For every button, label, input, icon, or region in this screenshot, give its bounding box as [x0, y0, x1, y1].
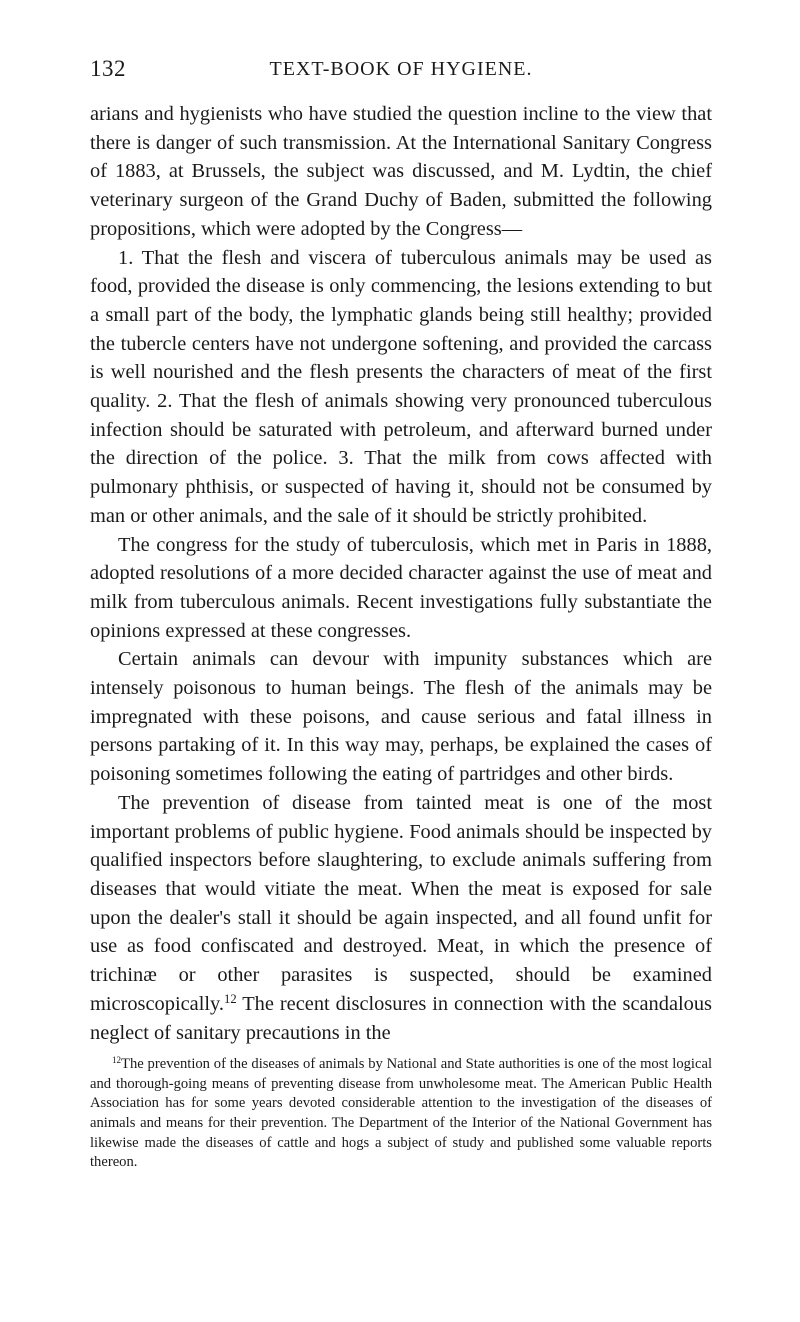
page-number: 132 [90, 56, 126, 81]
book-page [90, 52, 712, 1173]
body-text [90, 100, 712, 1047]
footnote-text: The prevention of the diseases of animals by National and State authorities is one of the most logical and thorough-going means of preventing disease from unwholesome meat. The American Public Health Association has for some years devoted considerable attention to the investigation of the diseases of animals and means for their prevention. The Department of the Interior of the National Government has likewise made the diseases of cattle and hogs a subject of study and published some valuable reports thereon. [90, 1056, 712, 1171]
paragraph-continuation: arians and hygienists who have studied the question incline to the view that there is danger of such transmission. At the International Sanitary Congress of 1883, at Brussels, the subject was discussed, and M. Lydtin, the chief veterinary surgeon of the Grand Duchy of Baden, submitted the following propositions, which were adopted by the Congress— [90, 103, 712, 240]
paragraph-prevention-text-continued: The recent disclosures in connection with the scandalous neglect of sanitary precautions in the [90, 992, 712, 1044]
running-head [90, 52, 712, 86]
footnote-marker: 12 [112, 1055, 122, 1066]
paragraph-paris-congress: The congress for the study of tuberculosis, which met in Paris in 1888, adopted resolutions of a more decided character against the use of meat and milk from tuberculous animals. Recent investigations fully substantiate the opinions expressed at these congresses. [90, 533, 712, 642]
footnote [90, 1055, 712, 1173]
paragraph-poisonous-flesh: Certain animals can devour with impunity substances which are intensely poisonous to human beings. The flesh of the animals may be impregnated with these poisons, and cause serious and fatal illness in persons partaking of it. In this way may, perhaps, be explained the cases of poisoning sometimes following the eating of partridges and other birds. [90, 648, 712, 786]
footnote-reference: 12 [224, 991, 237, 1006]
paragraph-prevention-text: The prevention of disease from tainted meat is one of the most important problems of public hygiene. Food animals should be inspected by qualified inspectors before slaughtering, to exclude animals suffering from diseases that would vitiate the meat. When the meat is exposed for sale upon the dealer's stall it should be again inspected, and all found unfit for use as food confiscated and destroyed. Meat, in which the presence of trichinæ or other parasites is suspected, should be examined microscopically. [90, 791, 712, 1015]
paragraph-prevention [90, 789, 712, 1047]
running-title: TEXT-BOOK OF HYGIENE. [269, 58, 533, 80]
paragraph-propositions: 1. That the flesh and viscera of tuberculous animals may be used as food, provided the disease is only commencing, the lesions extending to but a small part of the body, the lymphatic glands being still healthy; provided the tubercle centers have not undergone softening, and provided the carcass is well nourished and the flesh presents the characters of meat of the first quality. 2. That the flesh of animals showing very pronounced tuberculous infection should be saturated with petroleum, and afterward burned under the direction of the police. 3. That the milk from cows affected with pulmonary phthisis, or suspected of having it, should not be consumed by man or other animals, and the sale of it should be strictly prohibited. [90, 246, 712, 527]
